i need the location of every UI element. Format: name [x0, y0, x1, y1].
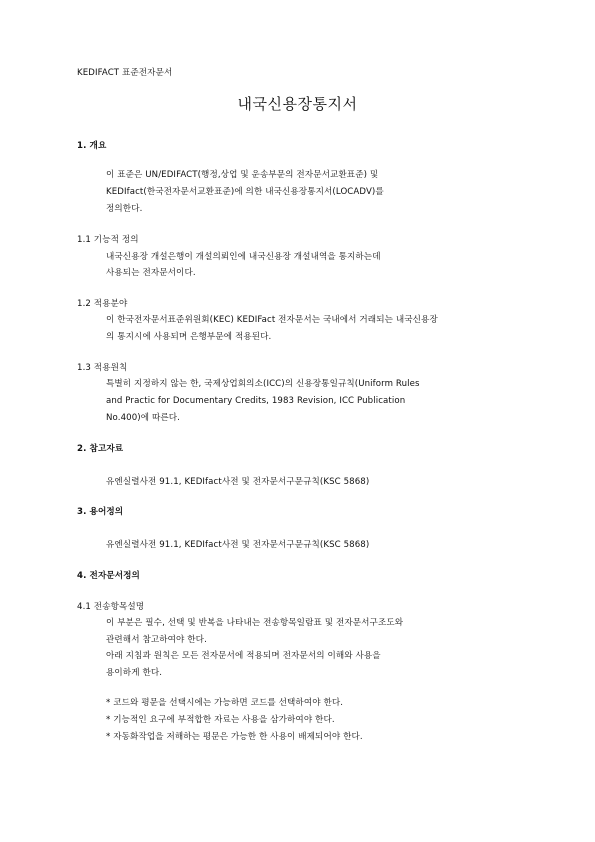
section-4-1-heading: 4.1 전송항목설명: [77, 602, 145, 612]
section-1-1-line-1: 내국신용장 개설은행이 개설의뢰인에 내국신용장 개설내역을 통지하는데: [106, 252, 381, 262]
section-1-3-line-1: 특별히 지정하지 않는 한, 국제상업회의소(ICC)의 신용장통일규칙(Uniform Rules: [106, 379, 420, 389]
section-2-line-1: 유엔실렬사전 91.1, KEDIfact사전 및 전자문서구문규칙(KSC 5868): [106, 477, 370, 487]
section-1-2-heading: 1.2 적용분야: [77, 299, 128, 309]
section-1-line-3: 정의한다.: [106, 204, 143, 214]
section-1-line-2: KEDIfact(한국전자문서교환표준)에 의한 내국신용장통지서(LOCADV)를: [106, 187, 384, 197]
section-4-1-line-3: 아래 지침과 원칙은 모든 전자문서에 적용되며 전자문서의 이해와 사용을: [106, 651, 381, 661]
section-1-2-line-1: 이 한국전자문서표준위원회(KEC) KEDIFact 전자문서는 국내에서 거래되는 내국신용장: [106, 315, 438, 325]
section-4-1-line-2: 관련해서 참고하여야 한다.: [106, 635, 207, 645]
section-1-3-heading: 1.3 적용원칙: [77, 363, 128, 373]
section-1-3-line-2: and Practic for Documentary Credits, 1983 Revision, ICC Publication: [106, 396, 406, 406]
section-4-1-line-1: 이 부분은 필수, 선택 및 반복을 나타내는 전송항목일람표 및 전자문서구조도와: [106, 618, 404, 628]
section-3-heading: 3. 용어정의: [77, 507, 124, 517]
section-4-1-bullet-2: * 기능적인 요구에 부적합한 자료는 사용을 삼가하여야 한다.: [106, 715, 335, 725]
section-1-3-line-3: No.400)에 따른다.: [106, 413, 180, 423]
section-1-1-line-2: 사용되는 전자문서이다.: [106, 268, 196, 278]
section-1-heading: 1. 개요: [77, 141, 107, 151]
section-2-heading: 2. 참고자료: [77, 444, 124, 454]
section-4-heading: 4. 전자문서정의: [77, 571, 140, 581]
document-header: KEDIFACT 표준전자문서: [77, 68, 173, 78]
section-1-2-line-2: 의 통지시에 사용되며 은행부문에 적용된다.: [106, 332, 272, 342]
section-4-1-bullet-1: * 코드와 평문을 선택시에는 가능하면 코드를 선택하여야 한다.: [106, 698, 344, 708]
section-3-line-1: 유엔실렬사전 91.1, KEDIfact사전 및 전자문서구문규칙(KSC 5868): [106, 540, 370, 550]
section-4-1-line-4: 용이하게 한다.: [106, 668, 163, 678]
section-1-1-heading: 1.1 기능적 정의: [77, 235, 139, 245]
section-4-1-bullet-3: * 자동화작업을 저해하는 평문은 가능한 한 사용이 배제되어야 한다.: [106, 732, 363, 742]
section-1-line-1: 이 표준은 UN/EDIFACT(행정,상업 및 운송부문의 전자문서교환표준) 및: [106, 170, 379, 180]
document-title: 내국신용장통지서: [237, 95, 358, 113]
